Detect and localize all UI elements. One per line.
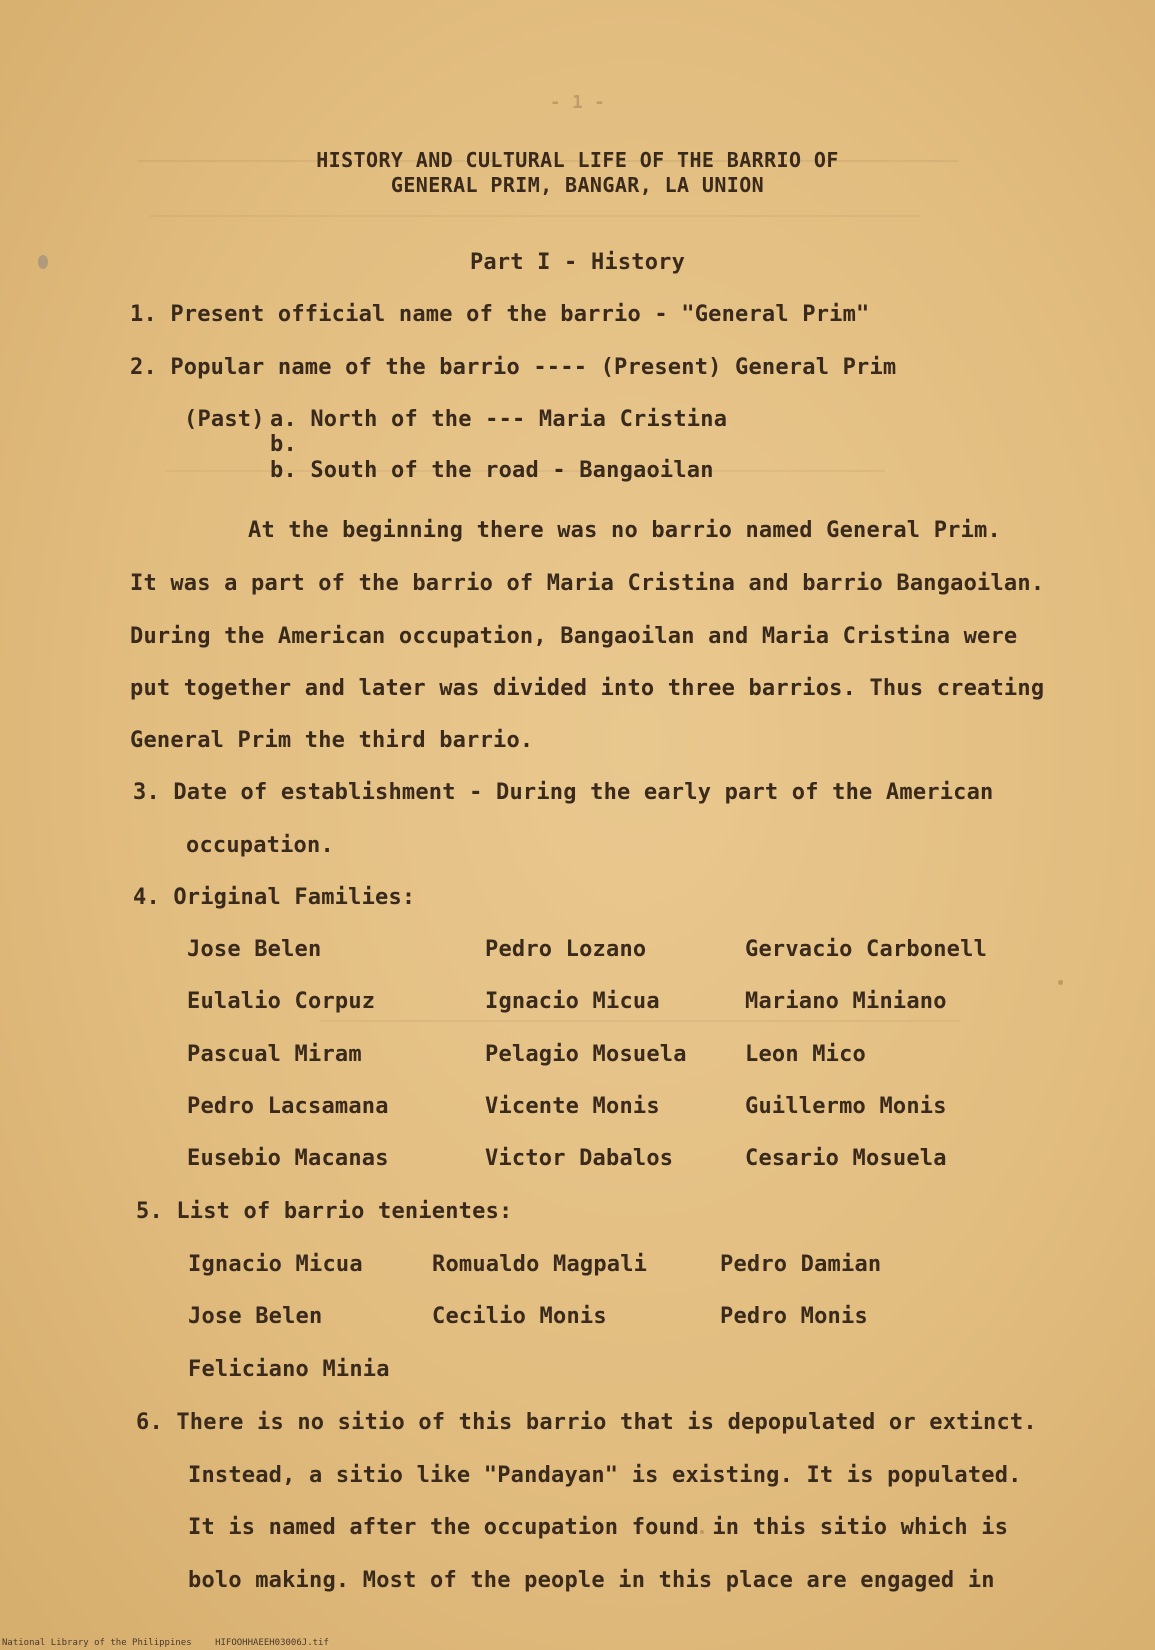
- document-title-line1: HISTORY AND CULTURAL LIFE OF THE BARRIO OF: [316, 148, 839, 172]
- paragraph-line: put together and later was divided into three barrios. Thus creating: [130, 676, 1045, 701]
- family-name: Pelagio Mosuela: [485, 1042, 687, 1067]
- family-name: Gervacio Carbonell: [745, 937, 988, 962]
- item-2-past-b: b. South of the road - Bangaoilan: [270, 458, 714, 483]
- stain-mark: [1058, 980, 1063, 985]
- archive-footer: [2, 1638, 347, 1648]
- teniente-name: Jose Belen: [188, 1304, 323, 1329]
- family-name: Pascual Miram: [187, 1042, 362, 1067]
- item-6-continued: It is named after the occupation found in this sitio which is: [188, 1515, 1009, 1540]
- item-6-continued: Instead, a sitio like "Pandayan" is existing. It is populated.: [188, 1463, 1022, 1488]
- item-6-continued: bolo making. Most of the people in this place are engaged in: [188, 1568, 995, 1593]
- item-3-continued: occupation.: [186, 833, 334, 858]
- teniente-name: Cecilio Monis: [432, 1304, 607, 1329]
- family-name: Ignacio Micua: [485, 989, 660, 1014]
- family-name: Eulalio Corpuz: [187, 989, 376, 1014]
- bleed-through: [320, 1020, 960, 1034]
- teniente-name: Romualdo Magpali: [432, 1252, 648, 1277]
- family-name: Pedro Lozano: [485, 937, 647, 962]
- item-6: 6. There is no sitio of this barrio that is depopulated or extinct.: [136, 1410, 1037, 1435]
- item-5-heading: 5. List of barrio tenientes:: [136, 1199, 513, 1224]
- family-name: Cesario Mosuela: [745, 1146, 947, 1171]
- bleed-through: [150, 215, 920, 229]
- teniente-name: Pedro Monis: [720, 1304, 868, 1329]
- paragraph-line: It was a part of the barrio of Maria Cristina and barrio Bangaoilan.: [130, 571, 1045, 596]
- item-2: 2. Popular name of the barrio ---- (Present) General Prim: [130, 355, 897, 380]
- item-3: 3. Date of establishment - During the early part of the American: [133, 780, 994, 805]
- teniente-name: Pedro Damian: [720, 1252, 882, 1277]
- family-name: Guillermo Monis: [745, 1094, 947, 1119]
- part-heading: Part I - History: [469, 250, 686, 275]
- family-name: Mariano Miniano: [745, 989, 947, 1014]
- document-title-line2: GENERAL PRIM, BANGAR, LA UNION: [390, 173, 765, 197]
- item-4-heading: 4. Original Families:: [133, 885, 416, 910]
- archive-source: National Library of the Philippines: [2, 1638, 192, 1648]
- family-name: Leon Mico: [745, 1042, 867, 1067]
- paragraph-line: At the beginning there was no barrio named General Prim.: [248, 518, 1001, 543]
- item-2-past-label: (Past): [184, 407, 265, 432]
- teniente-name: Ignacio Micua: [188, 1252, 363, 1277]
- family-name: Pedro Lacsamana: [187, 1094, 389, 1119]
- paragraph-line: During the American occupation, Bangaoilan and Maria Cristina were: [130, 624, 1018, 649]
- family-name: Jose Belen: [187, 937, 322, 962]
- teniente-name: Feliciano Minia: [188, 1357, 390, 1382]
- item-2-past-a: a. North of the --- Maria Cristina: [270, 407, 728, 432]
- family-name: Vicente Monis: [485, 1094, 660, 1119]
- item-2-past-b-blank: b.: [270, 432, 297, 457]
- family-name: Eusebio Macanas: [187, 1146, 389, 1171]
- paragraph-line: General Prim the third barrio.: [130, 728, 534, 753]
- page-number: - 1 -: [549, 92, 606, 113]
- archive-code: HIFOOHHAEEH03006J.tif: [215, 1638, 329, 1648]
- item-1: 1. Present official name of the barrio - "General Prim": [130, 302, 870, 327]
- family-name: Victor Dabalos: [485, 1146, 674, 1171]
